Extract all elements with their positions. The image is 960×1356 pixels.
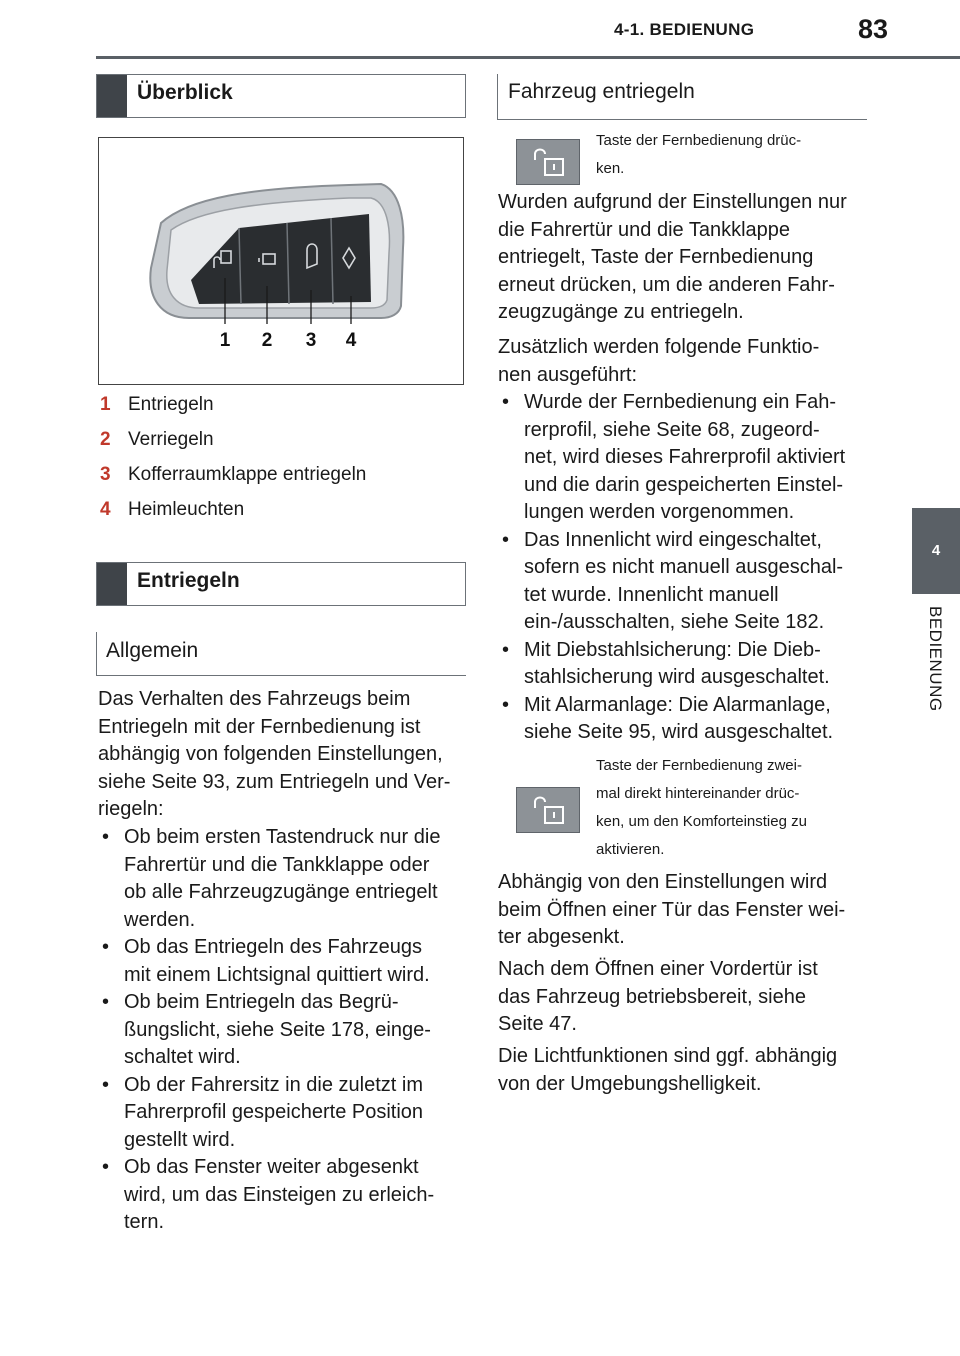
chapter-tab-label-wrap (915, 606, 955, 756)
text-line: von der Umgebungshelligkeit. (498, 1072, 762, 1095)
text-line: zeugzugänge zu entriegeln. (498, 301, 744, 323)
list-item: • Ob das Fenster weiter abgesenkt wird, um das Einsteigen zu erleich- tern. (98, 1154, 466, 1237)
unlock-button-icon (516, 787, 580, 833)
page-number: 83 (858, 14, 889, 44)
figure-label: 2 (261, 330, 273, 351)
section-heading-overview (96, 74, 466, 118)
chapter-tab-number: 4 (912, 508, 960, 594)
heading-bar (97, 75, 127, 117)
section-heading-unlock (96, 562, 466, 606)
text-line: ken, um den Komforteinstieg zu (596, 813, 807, 830)
text-line: gestellt wird. (124, 1128, 236, 1151)
text-line: lungen werden vorgenommen. (524, 501, 795, 523)
paragraph-window-lowered (498, 869, 868, 952)
figure-label: 3 (305, 330, 317, 351)
subheading-unlock-vehicle: Fahrzeug entriegeln (508, 80, 695, 103)
text-line: Wurden aufgrund der Einstellungen nur (498, 191, 847, 213)
settings-bullet-list (98, 824, 466, 1237)
subheading-rule-vertical (96, 632, 97, 676)
note-comfort-access (596, 752, 860, 864)
text-line: ken. (596, 160, 625, 177)
text-line: Mit Diebstahlsicherung: Die Dieb- (524, 638, 821, 661)
list-item: • Ob beim Entriegeln das Begrü- ßungslicht, siehe Seite 178, einge- schaltet wird. (98, 989, 466, 1072)
legend-text: Heimleuchten (128, 499, 245, 520)
list-item: • Mit Alarmanlage: Die Alarmanlage, siehe Seite 95, wird ausgeschaltet. (498, 692, 868, 747)
list-item: • Ob der Fahrersitz in die zuletzt im Fahrerprofil gespeicherte Position gestellt wird. (98, 1072, 466, 1155)
legend-number: 4 (100, 499, 111, 520)
text-line: entriegelt, Taste der Fernbedienung (498, 246, 814, 268)
text-line: Fahrertür und die Tankklappe oder (124, 853, 430, 876)
legend-number: 1 (100, 394, 111, 415)
text-line: aktivieren. (596, 841, 665, 858)
text-line: die Fahrertür und die Tankklappe (498, 218, 791, 241)
text-line: Seite 47. (498, 1013, 577, 1035)
text-line: erneut drücken, um die anderen Fahr- (498, 273, 835, 296)
text-line: Das Verhalten des Fahrzeugs beim (98, 688, 411, 710)
unlock-button-icon (516, 139, 580, 185)
list-item: • Wurde der Fernbedienung ein Fah- rerprofil, siehe Seite 68, zugeord- net, wird dieses Fahrerprofil aktiviert und die darin gespeicherten Einstel- lungen werden vorgenommen. (498, 389, 868, 527)
text-line: schaltet wird. (124, 1046, 241, 1068)
text-line: rerprofil, siehe Seite 68, zugeord- (524, 418, 820, 441)
text-line: stahlsicherung wird ausgeschaltet. (524, 666, 830, 688)
heading-text: Entriegeln (137, 569, 240, 592)
list-item: • Mit Diebstahlsicherung: Die Dieb- stahlsicherung wird ausgeschaltet. (498, 637, 868, 692)
text-line: Ob beim Entriegeln das Begrü- (124, 991, 399, 1013)
figure-label: 4 (345, 330, 357, 351)
list-item: • Das Innenlicht wird eingeschaltet, sofern es nicht manuell ausgeschal- tet wurde. Innenlicht manuell ein-/ausschalten, siehe Seite 182. (498, 527, 868, 637)
paragraph-additional-functions (498, 334, 868, 389)
subheading-rule-horizontal (497, 119, 867, 120)
legend-number: 3 (100, 464, 111, 485)
legend-item (100, 464, 366, 486)
text-line: tet wurde. Innenlicht manuell (524, 583, 779, 606)
legend-text: Kofferraumklappe entriegeln (128, 464, 367, 485)
text-line: riegeln: (98, 798, 164, 820)
text-line: Taste der Fernbedienung drüc- (596, 132, 802, 149)
text-line: beim Öffnen einer Tür das Fenster wei- (498, 898, 846, 921)
functions-bullet-list (498, 389, 868, 747)
text-line: und die darin gespeicherten Einstel- (524, 473, 844, 496)
text-line: Das Innenlicht wird eingeschaltet, (524, 528, 822, 551)
text-line: mal direkt hintereinander drüc- (596, 785, 800, 802)
text-line: ter abgesenkt. (498, 926, 625, 948)
text-line: abhängig von folgenden Einstellungen, (98, 743, 443, 765)
chapter-tab-label: BEDIENUNG (926, 606, 945, 712)
text-line: Nach dem Öffnen einer Vordertür ist (498, 958, 818, 980)
header-rule (96, 56, 960, 59)
text-line: Abhängig von den Einstellungen wird (498, 871, 828, 893)
paragraph-repeat-press (498, 189, 868, 327)
legend-number: 2 (100, 429, 111, 450)
text-line: Die Lichtfunktionen sind ggf. abhängig (498, 1045, 838, 1067)
text-line: mit einem Lichtsignal quittiert wird. (124, 963, 430, 986)
list-item: • Ob beim ersten Tastendruck nur die Fahrertür und die Tankklappe oder ob alle Fahrzeugzugänge entriegelt werden. (98, 824, 466, 934)
figure-label: 1 (219, 330, 231, 351)
key-fob-illustration (99, 138, 463, 384)
key-fob-figure (98, 137, 464, 385)
legend-item (100, 394, 214, 416)
text-line: siehe Seite 93, zum Entriegeln und Ver- (98, 770, 451, 793)
text-line: Ob das Fenster weiter abgesenkt (124, 1156, 419, 1178)
text-line: Mit Alarmanlage: Die Alarmanlage, (524, 693, 831, 716)
text-line: Wurde der Fernbedienung ein Fah- (524, 391, 837, 413)
list-item: • Ob das Entriegeln des Fahrzeugs mit einem Lichtsignal quittiert wird. (98, 934, 466, 989)
text-line: Taste der Fernbedienung zwei- (596, 757, 802, 774)
paragraph-light-functions (498, 1043, 868, 1098)
heading-text: Überblick (137, 81, 233, 104)
subheading-general: Allgemein (106, 639, 199, 662)
text-line: Entriegeln mit der Fernbedienung ist (98, 715, 421, 738)
text-line: Ob das Entriegeln des Fahrzeugs (124, 936, 422, 958)
text-line: sofern es nicht manuell ausgeschal- (524, 556, 844, 578)
paragraph-ready-to-drive (498, 956, 868, 1039)
heading-bar (97, 563, 127, 605)
text-line: werden. (124, 908, 196, 931)
text-line: Ob der Fahrersitz in die zuletzt im (124, 1073, 423, 1096)
subheading-rule-vertical (497, 74, 498, 120)
text-line: tern. (124, 1211, 165, 1233)
text-line: Zusätzlich werden folgende Funktio- (498, 336, 820, 358)
legend-text: Entriegeln (128, 394, 214, 415)
intro-paragraph (98, 686, 466, 824)
subheading-rule-horizontal (96, 675, 466, 676)
text-line: wird, um das Einsteigen zu erleich- (124, 1183, 435, 1206)
legend-text: Verriegeln (128, 429, 214, 450)
text-line: net, wird dieses Fahrerprofil aktiviert (524, 446, 846, 468)
text-line: das Fahrzeug betriebsbereit, siehe (498, 985, 806, 1008)
legend-item (100, 499, 244, 521)
legend-item (100, 429, 214, 451)
text-line: Fahrerprofil gespeicherte Position (124, 1101, 424, 1123)
text-line: ein-/ausschalten, siehe Seite 182. (524, 611, 825, 633)
text-line: ob alle Fahrzeugzugänge entriegelt (124, 881, 438, 903)
text-line: siehe Seite 95, wird ausgeschaltet. (524, 721, 834, 743)
text-line: Ob beim ersten Tastendruck nur die (124, 826, 441, 848)
text-line: ßungslicht, siehe Seite 178, einge- (124, 1018, 431, 1041)
running-header-section: 4-1. BEDIENUNG (614, 20, 755, 39)
note-unlock (596, 127, 860, 183)
text-line: nen ausgeführt: (498, 363, 637, 386)
